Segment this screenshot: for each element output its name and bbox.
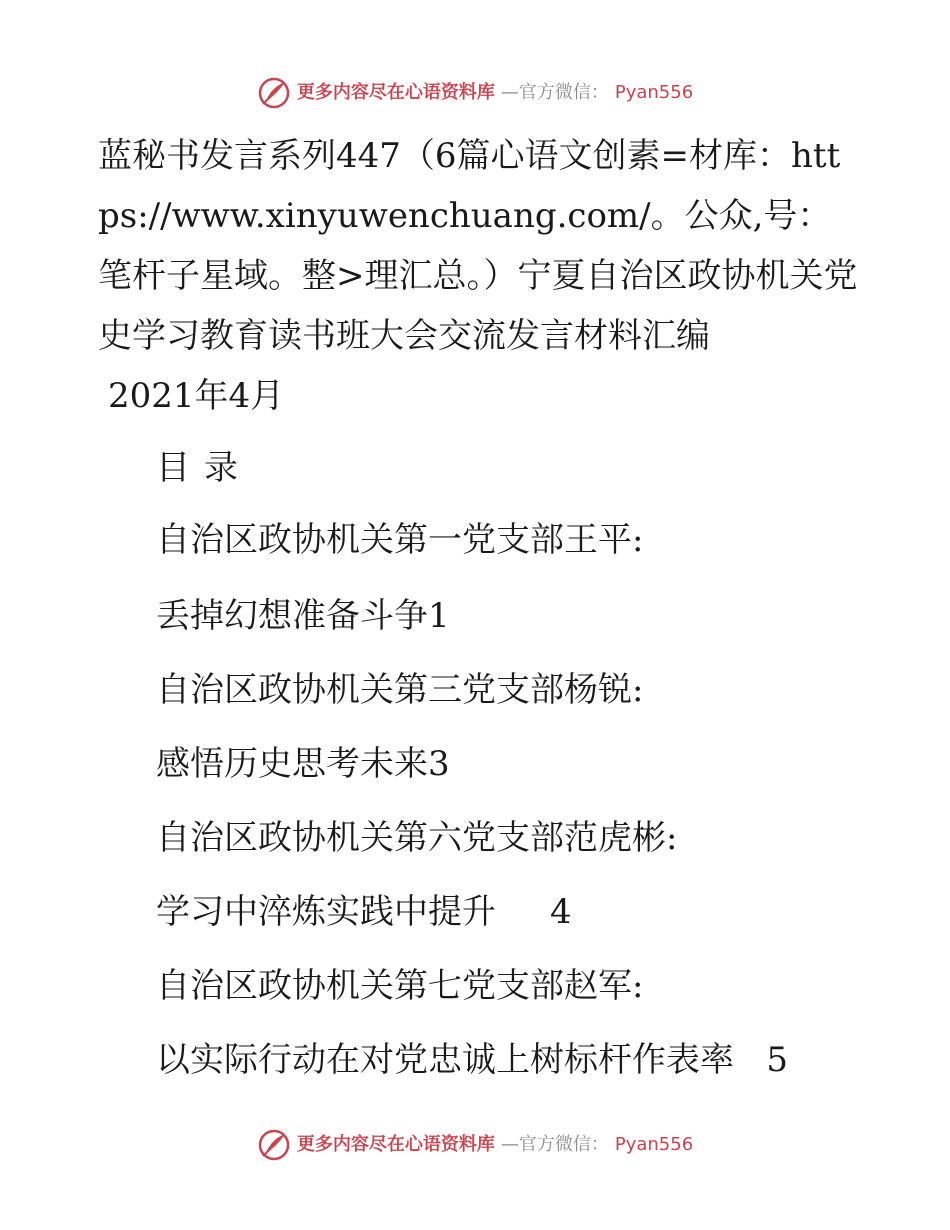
toc-author: 自治区政协机关第六党支部范虎彬: xyxy=(156,818,678,858)
feather-logo-icon xyxy=(257,1128,291,1162)
banner-separator-text: —官方微信： xyxy=(500,1134,609,1155)
banner-site-text: 更多内容尽在心语资料库 xyxy=(296,1134,495,1155)
header-watermark-banner xyxy=(0,76,950,110)
document-title: 蓝秘书发言系列447（6篇心语文创素=材库：https://www.xinyuwenchuang.com/。公众,号：笔杆子星域。整>理汇总。）宁夏自治区政协机关党史学习教育读书班大会交流发言材料汇编 xyxy=(98,136,858,356)
feather-logo-icon xyxy=(257,76,291,110)
document-date: 2021年4月 xyxy=(108,376,285,416)
toc-entry: 学习中淬炼实践中提升 4 xyxy=(156,892,572,932)
footer-watermark-banner xyxy=(0,1128,950,1162)
toc-entry: 丢掉幻想准备斗争1 xyxy=(156,596,450,636)
toc-entry: 感悟历史思考未来3 xyxy=(156,744,450,784)
banner-wechat-id: Pyan556 xyxy=(614,82,694,103)
banner-site-text: 更多内容尽在心语资料库 xyxy=(296,82,495,103)
toc-heading: 目录 xyxy=(156,448,252,488)
toc-author: 自治区政协机关第一党支部王平: xyxy=(156,520,644,560)
toc-entry: 以实际行动在对党忠诚上树标杆作表率 5 xyxy=(156,1040,789,1080)
toc-author: 自治区政协机关第七党支部赵军: xyxy=(156,966,644,1006)
banner-separator-text: —官方微信： xyxy=(500,82,609,103)
toc-author: 自治区政协机关第三党支部杨锐: xyxy=(156,670,644,710)
banner-wechat-id: Pyan556 xyxy=(614,1134,694,1155)
